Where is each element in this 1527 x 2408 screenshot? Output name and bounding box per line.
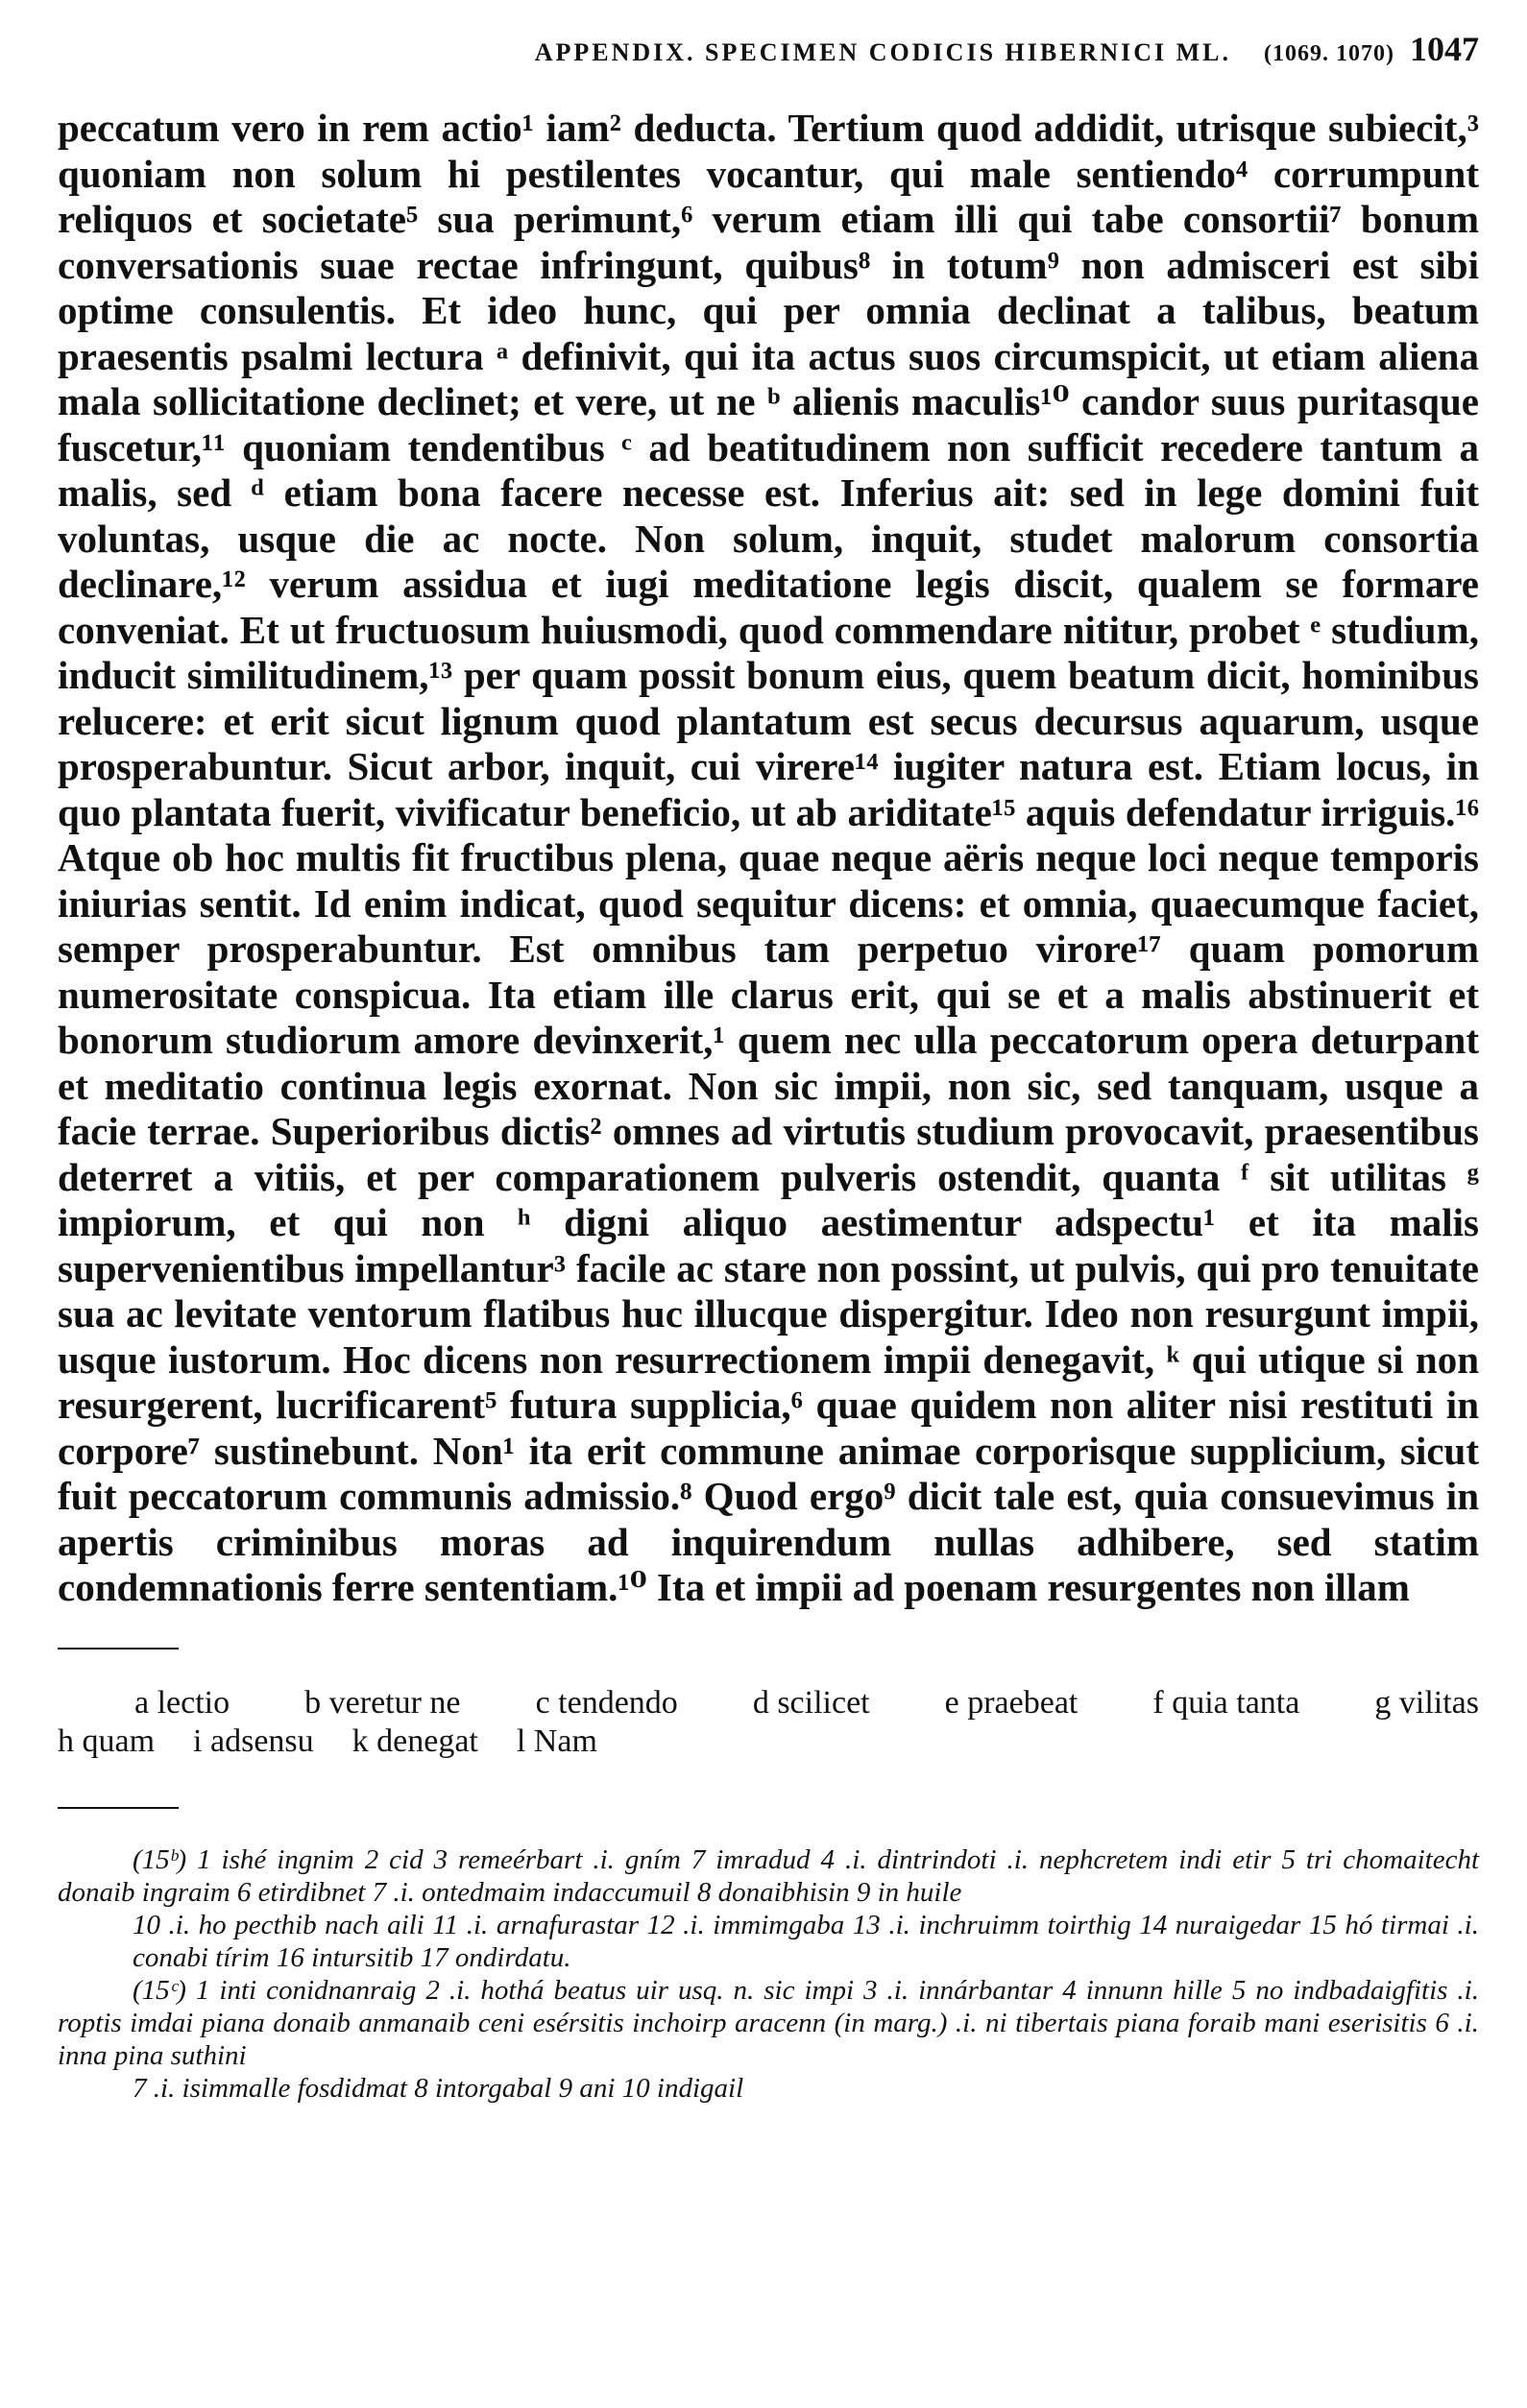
header-title: APPENDIX. SPECIMEN CODICIS HIBERNICI ML. [534,38,1232,66]
variant-k: k denegat [351,1722,478,1759]
main-text-block [58,106,1479,1611]
footnote-divider-1 [58,1648,179,1649]
gloss-note: (15ᶜ) 1 inti conidnanraig 2 .i. hothá beatus uir usq. n. sic impi 3 .i. innárbantar 4 innunn hille 5 no indbadaigfitis .i. roptis imdai piana donaib anmanaib ceni esérsitis inchoirp aracenn (in marg.) .i. ni tibertais piana foraib mani eserisitis 6 .i. inna pina suthini [58,1974,1479,2071]
main-paragraph: peccatum vero in rem actio¹ iam² deducta. Tertium quod addidit, utrisque subiecit,³ quoniam non solum hi pestilentes vocantur, qui male sentiendo⁴ corrumpunt reliquos et societate⁵ sua perimunt,⁶ verum etiam illi qui tabe consortii⁷ bonum conversationis suae rectae infringunt, quibus⁸ in totum⁹ non admisceri est sibi optime consulentis. Et ideo hunc, qui per omnia declinat a talibus, beatum praesentis psalmi lectura ᵃ definivit, qui ita actus suos circumspicit, ut etiam aliena mala sollicitatione declinet; et vere, ut ne ᵇ alienis maculis¹⁰ candor suus puritasque fuscetur,¹¹ quoniam tendentibus ᶜ ad beatitudinem non sufficit recedere tantum a malis, sed ᵈ etiam bona facere necesse est. Inferius ait: sed in lege domini fuit voluntas, usque die ac nocte. Non solum, inquit, studet malorum consortia declinare,¹² verum assidua et iugi meditatione legis discit, qualem se formare conveniat. Et ut fructuosum huiusmodi, quod commendare nititur, probet ᵉ studium, inducit similitudinem,¹³ per quam possit bonum eius, quem beatum dicit, hominibus relucere: et erit sicut lignum quod plantatum est secus decursus aquarum, usque prosperabuntur. Sicut arbor, inquit, cui virere¹⁴ iugiter natura est. Etiam locus, in quo plantata fuerit, vivificatur beneficio, ut ab ariditate¹⁵ aquis defendatur irriguis.¹⁶ Atque ob hoc multis fit fructibus plena, quae neque aëris neque loci neque temporis iniurias sentit. Id enim indicat, quod sequitur dicens: et omnia, quaecumque faciet, semper prosperabuntur. Est omnibus tam perpetuo virore¹⁷ quam pomorum numerositate conspicua. Ita etiam ille clarus erit, qui se et a malis abstinuerit et bonorum studiorum amore devinxerit,¹ quem nec ulla peccatorum opera deturpant et meditatio continua legis exornat. Non sic impii, non sic, sed tanquam, usque a facie terrae. Superioribus dictis² omnes ad virtutis studium provocavit, praesentibus deterret a vitiis, et per comparationem pulveris ostendit, quanta ᶠ sit utilitas ᵍ impiorum, et qui non ʰ digni aliquo aestimentur adspectu¹ et ita malis supervenientibus impellantur³ facile ac stare non possint, ut pulvis, qui pro tenuitate sua ac levitate ventorum flatibus huc illucque dispergitur. Ideo non resurgunt impii, usque iustorum. Hoc dicens non resurrectionem impii denegavit, ᵏ qui utique si non resurgerent, lucrificarent⁵ futura supplicia,⁶ quae quidem non aliter nisi restituti in corpore⁷ sustinebunt. Non¹ ita erit commune animae corporisque supplicium, sicut fuit peccatorum communis admissio.⁸ Quod ergo⁹ dicit tale est, quia consuevimus in apertis criminibus moras ad inquirendum nullas adhibere, sed statim condemnationis ferre sententiam.¹⁰ Ita et impii ad poenam resurgentes non illam [58,106,1479,1609]
variant-readings [58,1684,1479,1761]
variant-g: g vilitas [1374,1684,1479,1721]
variant-d: d scilicet [752,1684,870,1721]
gloss-note: 10 .i. ho pecthib nach aili 11 .i. arnafurastar 12 .i. immimgaba 13 .i. inchruimm toirthig 14 nuraigedar 15 hó tirmai .i. conabi tírim 16 intursitib 17 ondirdatu. [133,1909,1479,1973]
running-header [58,29,1479,83]
variant-h: h quam [58,1722,156,1759]
document-page [58,29,1479,2105]
variant-f: f quia tanta [1152,1684,1300,1721]
variant-e: e praebeat [944,1684,1079,1721]
variant-l: l Nam [516,1722,597,1759]
page-number: 1047 [1410,30,1479,68]
variant-a: a lectio [134,1684,230,1721]
footnote-divider-2 [58,1807,179,1809]
variant-row-2 [58,1722,1479,1761]
gloss-note: 7 .i. isimmalle fosdidmat 8 intorgabal 9 ani 10 indigail [133,2072,744,2104]
gloss-notes [58,1843,1479,2105]
variant-b: b veretur ne [304,1684,461,1721]
gloss-note: (15ᵇ) 1 ishé ingnim 2 cid 3 remeérbart .i. gním 7 imradud 4 .i. dintrindoti .i. nephcretem indi etir 5 tri chomaitecht donaib ingraim 6 etirdibnet 7 .i. ontedmaim indaccumuil 8 donaibhisin 9 in huile [58,1843,1479,1908]
variant-i: i adsensu [193,1722,314,1759]
header-column-numbers: (1069. 1070) [1264,41,1394,66]
variant-c: c tendendo [535,1684,678,1721]
variant-row-1 [58,1684,1479,1722]
